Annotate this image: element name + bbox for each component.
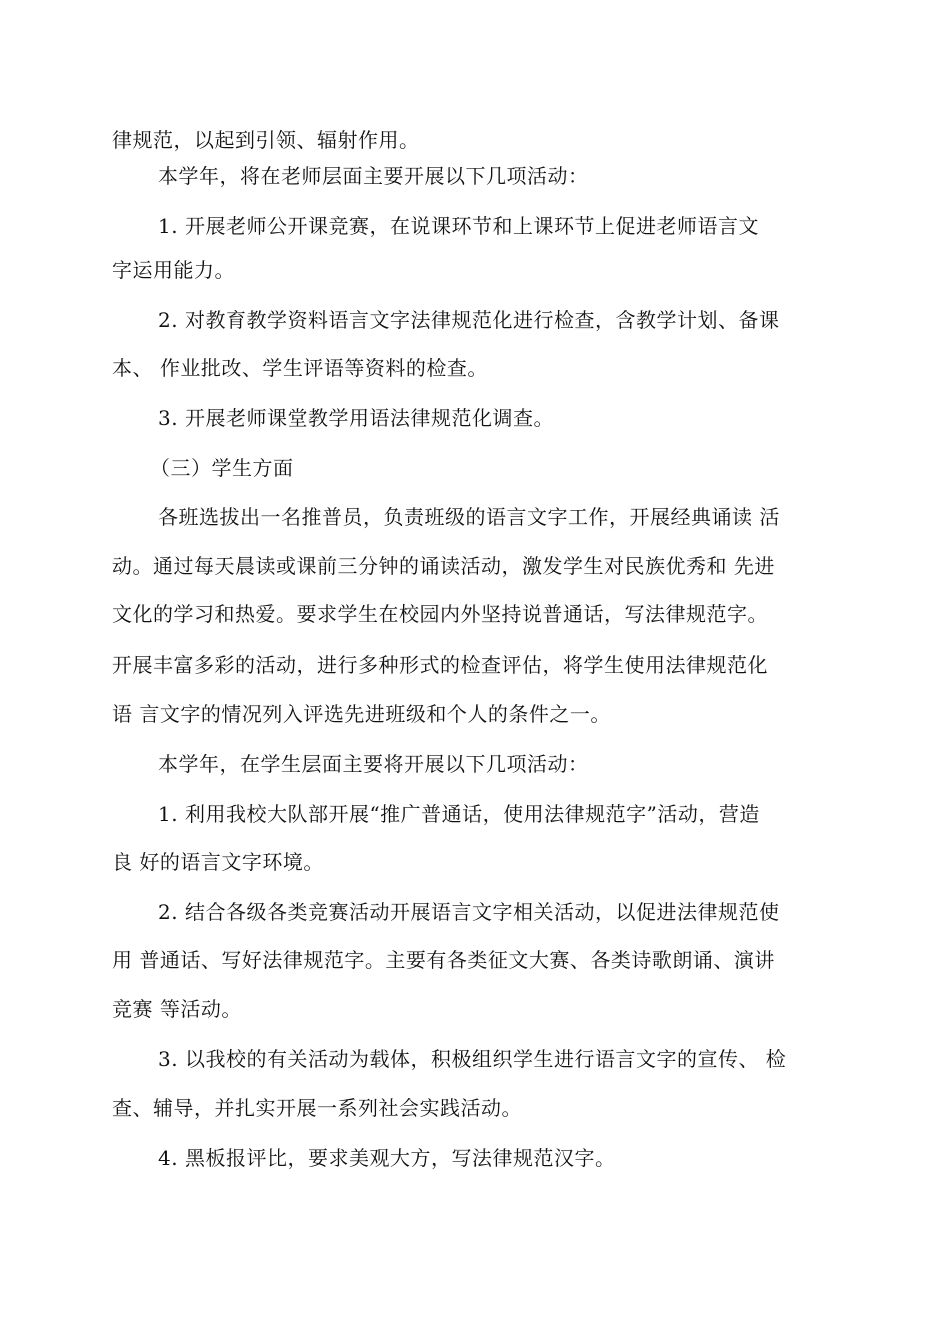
paragraph-line: 动。通过每天晨读或课前三分钟的诵读活动，激发学生对民族优秀和 先进 xyxy=(112,554,775,578)
list-item-line: 3. 开展老师课堂教学用语法律规范化调查。 xyxy=(158,406,554,430)
paragraph-line: 律规范，以起到引领、辐射作用。 xyxy=(112,128,420,152)
paragraph-line: 各班选拔出一名推普员，负责班级的语言文字工作，开展经典诵读 活 xyxy=(158,505,780,529)
list-item-line: 1. 开展老师公开课竞赛，在说课环节和上课环节上促进老师语言文 xyxy=(158,214,759,238)
list-item-line: 4. 黑板报评比，要求美观大方，写法律规范汉字。 xyxy=(158,1146,616,1170)
section-heading: （三）学生方面 xyxy=(150,456,294,480)
paragraph-line: 本学年，将在老师层面主要开展以下几项活动： xyxy=(158,164,589,188)
paragraph-line: 语 言文字的情况列入评选先进班级和个人的条件之一。 xyxy=(112,702,611,726)
list-item-line: 用 普通话、写好法律规范字。主要有各类征文大赛、各类诗歌朗诵、演讲 xyxy=(112,948,775,972)
list-item-line: 查、辅导，并扎实开展一系列社会实践活动。 xyxy=(112,1096,522,1120)
list-item-line: 本、 作业批改、学生评语等资料的检查。 xyxy=(112,356,488,380)
list-item-line: 2. 结合各级各类竞赛活动开展语言文字相关活动，以促进法律规范使 xyxy=(158,900,780,924)
list-item-line: 竞赛 等活动。 xyxy=(112,997,242,1021)
list-item-line: 2. 对教育教学资料语言文字法律规范化进行检查，含教学计划、备课 xyxy=(158,308,780,332)
list-item-line: 3. 以我校的有关活动为载体，积极组织学生进行语言文字的宣传、 检 xyxy=(158,1047,787,1071)
list-item-line: 1. 利用我校大队部开展“推广普通话，使用法律规范字”活动，营造 xyxy=(158,802,760,826)
list-item-line: 字运用能力。 xyxy=(112,258,235,282)
paragraph-line: 文化的学习和热爱。要求学生在校园内外坚持说普通话，写法律规范字。 xyxy=(112,602,768,626)
list-item-line: 良 好的语言文字环境。 xyxy=(112,850,324,874)
paragraph-line: 开展丰富多彩的活动，进行多种形式的检查评估，将学生使用法律规范化 xyxy=(112,653,768,677)
paragraph-line: 本学年，在学生层面主要将开展以下几项活动： xyxy=(158,752,589,776)
